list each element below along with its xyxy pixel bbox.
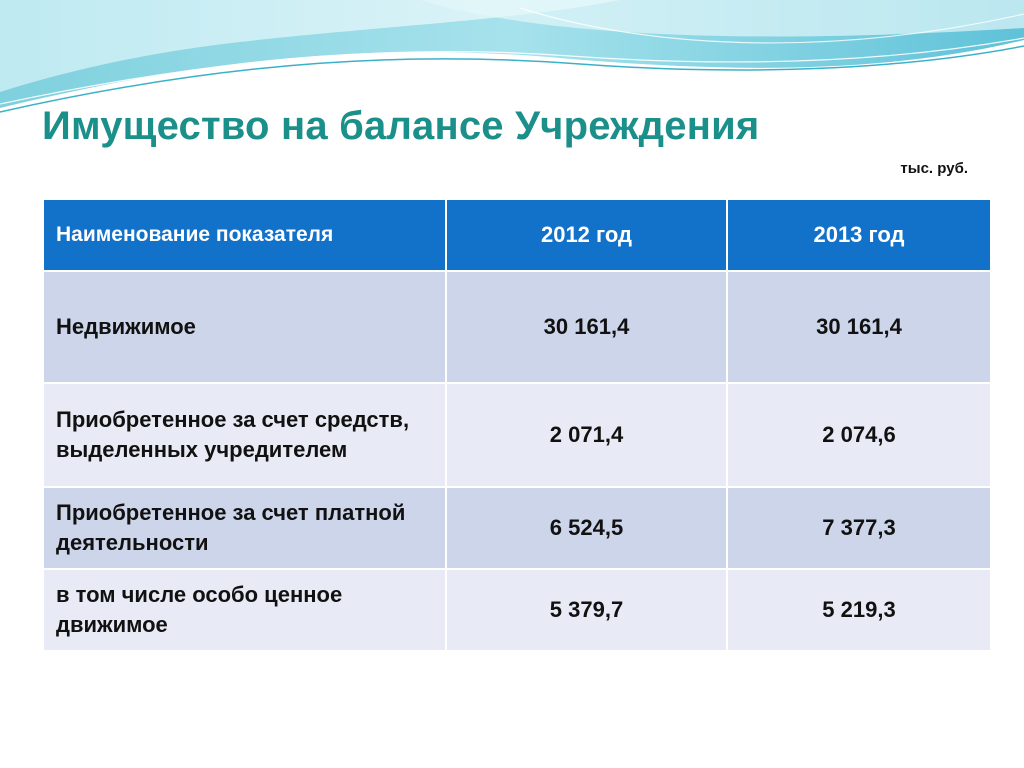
page-title: Имущество на балансе Учреждения (42, 104, 760, 148)
value-2013: 7 377,3 (727, 487, 991, 569)
table-row (43, 569, 991, 651)
table-row (43, 383, 991, 487)
value-2012: 6 524,5 (446, 487, 727, 569)
row-label: в том числе особо ценное движимое (43, 569, 446, 651)
value-2012: 30 161,4 (446, 271, 727, 383)
column-header-name: Наименование показателя (43, 199, 446, 271)
row-label: Приобретенное за счет средств, выделенных учредителем (43, 383, 446, 487)
value-2012: 2 071,4 (446, 383, 727, 487)
value-2013: 5 219,3 (727, 569, 991, 651)
table-header-row (43, 199, 991, 271)
table-row (43, 271, 991, 383)
value-2013: 30 161,4 (727, 271, 991, 383)
unit-label: тыс. руб. (900, 160, 968, 177)
column-header-2012: 2012 год (446, 199, 727, 271)
value-2012: 5 379,7 (446, 569, 727, 651)
row-label: Приобретенное за счет платной деятельности (43, 487, 446, 569)
table-row (43, 487, 991, 569)
property-table (42, 198, 992, 652)
column-header-2013: 2013 год (727, 199, 991, 271)
value-2013: 2 074,6 (727, 383, 991, 487)
row-label: Недвижимое (43, 271, 446, 383)
